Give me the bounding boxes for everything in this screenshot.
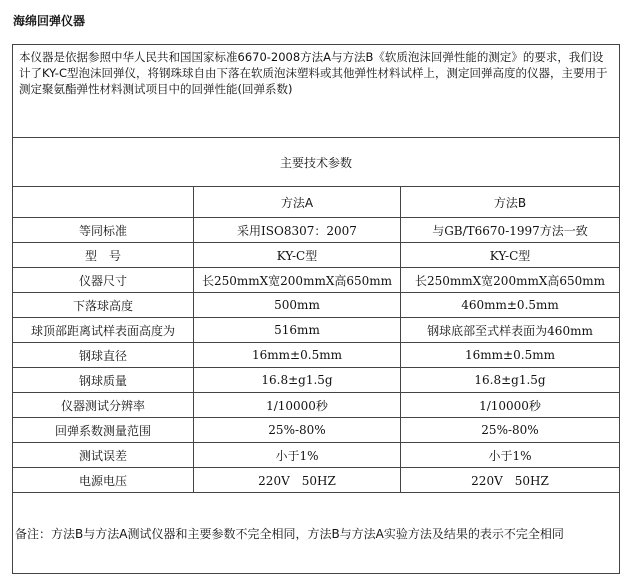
method-a-value: 500mm (194, 293, 401, 318)
table-row (13, 293, 620, 318)
method-b-value: 钢球底部至式样表面为460mm (401, 318, 620, 343)
param-name: 仪器测试分辨率 (13, 393, 194, 418)
method-a-value: 25%-80% (194, 418, 401, 443)
column-header-blank (13, 187, 194, 218)
column-header-row (13, 187, 620, 218)
method-a-value: 16mm±0.5mm (194, 343, 401, 368)
param-name: 钢球直径 (13, 343, 194, 368)
column-header-method-b: 方法B (401, 187, 620, 218)
table-row (13, 318, 620, 343)
param-name: 球顶部距离试样表面高度为 (13, 318, 194, 343)
table-row (13, 468, 620, 493)
table-row (13, 418, 620, 443)
method-a-value: 1/10000秒 (194, 393, 401, 418)
method-a-value: 220V 50HZ (194, 468, 401, 493)
method-b-value: KY-C型 (401, 243, 620, 268)
table-row (13, 243, 620, 268)
remark-note: 备注：方法B与方法A测试仪器和主要参数不完全相同，方法B与方法A实验方法及结果的表示不完全相同 (13, 493, 620, 574)
method-b-value: 小于1% (401, 443, 620, 468)
method-a-value: KY-C型 (194, 243, 401, 268)
method-a-value: 采用ISO8307：2007 (194, 218, 401, 243)
table-row (13, 343, 620, 368)
method-b-value: 1/10000秒 (401, 393, 620, 418)
table-row (13, 393, 620, 418)
method-b-value: 长250mmX宽200mmX高650mm (401, 268, 620, 293)
param-name: 下落球高度 (13, 293, 194, 318)
param-name: 钢球质量 (13, 368, 194, 393)
method-b-value: 16mm±0.5mm (401, 343, 620, 368)
param-name: 回弹系数测量范围 (13, 418, 194, 443)
table-row (13, 368, 620, 393)
method-b-value: 25%-80% (401, 418, 620, 443)
table-row (13, 218, 620, 243)
table-row (13, 443, 620, 468)
column-header-method-a: 方法A (194, 187, 401, 218)
param-name: 电源电压 (13, 468, 194, 493)
method-b-value: 220V 50HZ (401, 468, 620, 493)
param-name: 仪器尺寸 (13, 268, 194, 293)
spec-table (12, 44, 620, 574)
method-a-value: 长250mmX宽200mmX高650mm (194, 268, 401, 293)
intro-paragraph: 本仪器是依据参照中华人民共和国国家标准6670-2008方法A与方法B《软质泡沫回弹性能的测定》的要求，我们设计了KY-C型泡沫回弹仪，将钢珠球自由下落在软质泡沫塑料或其他弹性材料试样上，测定回弹高度的仪器，主要用于测定聚氨酯弹性材料测试项目中的回弹性能(回弹系数) (13, 45, 620, 138)
method-a-value: 16.8±g1.5g (194, 368, 401, 393)
method-a-value: 小于1% (194, 443, 401, 468)
method-b-value: 与GB/T6670-1997方法一致 (401, 218, 620, 243)
page-title: 海绵回弹仪器 (13, 14, 86, 28)
param-name: 测试误差 (13, 443, 194, 468)
table-row (13, 268, 620, 293)
method-a-value: 516mm (194, 318, 401, 343)
param-name: 型 号 (13, 243, 194, 268)
method-b-value: 16.8±g1.5g (401, 368, 620, 393)
table-heading: 主要技术参数 (13, 138, 620, 187)
param-name: 等同标准 (13, 218, 194, 243)
method-b-value: 460mm±0.5mm (401, 293, 620, 318)
